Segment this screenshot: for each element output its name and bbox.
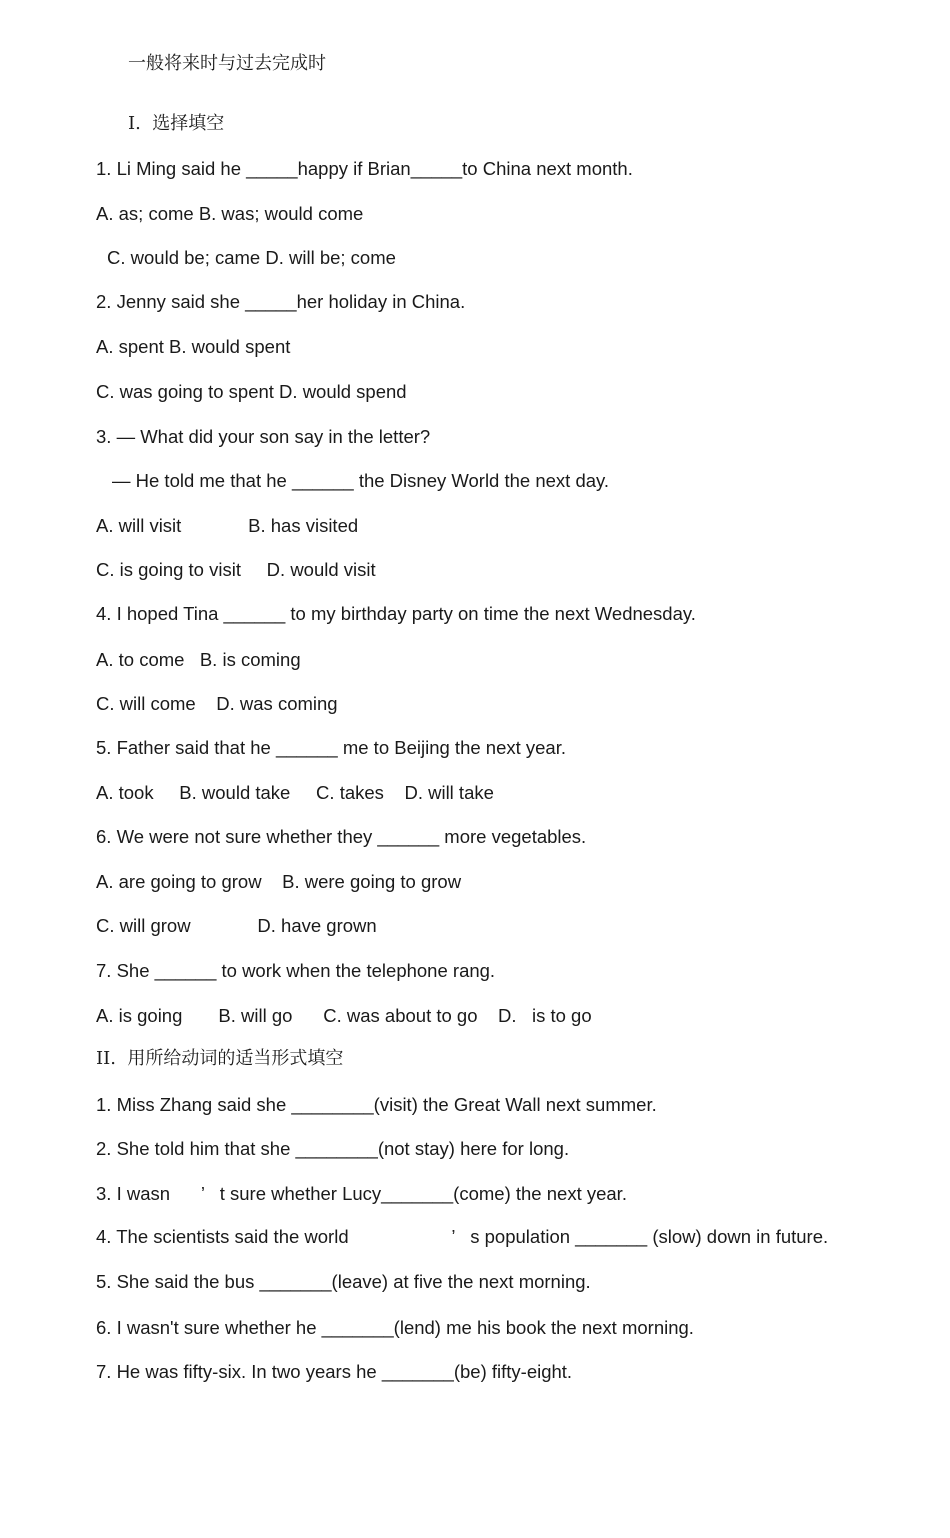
question-6-options-a: A. are going to grow B. were going to grow — [96, 871, 462, 892]
question-6-stem: 6. We were not sure whether they ______ more vegetables. — [96, 826, 587, 847]
question-6-options-b: C. will grow D. have grown — [96, 915, 377, 936]
fill-item-1: 1. Miss Zhang said she ________(visit) the Great Wall next summer. — [96, 1094, 657, 1115]
question-2-stem: 2. Jenny said she _____her holiday in China. — [96, 291, 466, 312]
fill-item-3: 3. I wasn ’ t sure whether Lucy_______(come) the next year. — [96, 1183, 627, 1204]
question-1-options-b: C. would be; came D. will be; come — [107, 247, 396, 268]
fill-item-4: 4. The scientists said the world ’ s population _______ (slow) down in future. — [96, 1226, 829, 1247]
question-5-options: A. took B. would take C. takes D. will take — [96, 782, 494, 803]
section-2-heading: II. 用所给动词的适当形式填空 — [96, 1048, 344, 1069]
question-4-options-b: C. will come D. was coming — [96, 693, 338, 714]
question-3-stem-reply: — He told me that he ______ the Disney World the next day. — [112, 470, 610, 491]
question-3-options-a: A. will visit B. has visited — [96, 515, 359, 536]
question-4-stem: 4. I hoped Tina ______ to my birthday party on time the next Wednesday. — [96, 603, 696, 624]
question-3-stem: 3. — What did your son say in the letter? — [96, 426, 431, 447]
question-2-options-a: A. spent B. would spent — [96, 336, 291, 357]
question-5-stem: 5. Father said that he ______ me to Beijing the next year. — [96, 737, 566, 758]
fill-item-5: 5. She said the bus _______(leave) at five the next morning. — [96, 1271, 591, 1292]
page-title: 一般将来时与过去完成时 — [128, 53, 326, 74]
question-7-options: A. is going B. will go C. was about to go D. is to go — [96, 1005, 592, 1026]
question-1-stem: 1. Li Ming said he _____happy if Brian_____to China next month. — [96, 158, 633, 179]
question-2-options-b: C. was going to spent D. would spend — [96, 381, 407, 402]
fill-item-2: 2. She told him that she ________(not stay) here for long. — [96, 1138, 570, 1159]
section-1-heading: I. 选择填空 — [128, 113, 225, 134]
question-1-options-a: A. as; come B. was; would come — [96, 203, 364, 224]
question-4-options-a: A. to come B. is coming — [96, 649, 301, 670]
question-3-options-b: C. is going to visit D. would visit — [96, 559, 376, 580]
question-7-stem: 7. She ______ to work when the telephone rang. — [96, 960, 496, 981]
fill-item-6: 6. I wasn't sure whether he _______(lend) me his book the next morning. — [96, 1317, 694, 1338]
fill-item-7: 7. He was fifty-six. In two years he _______(be) fifty-eight. — [96, 1361, 573, 1382]
